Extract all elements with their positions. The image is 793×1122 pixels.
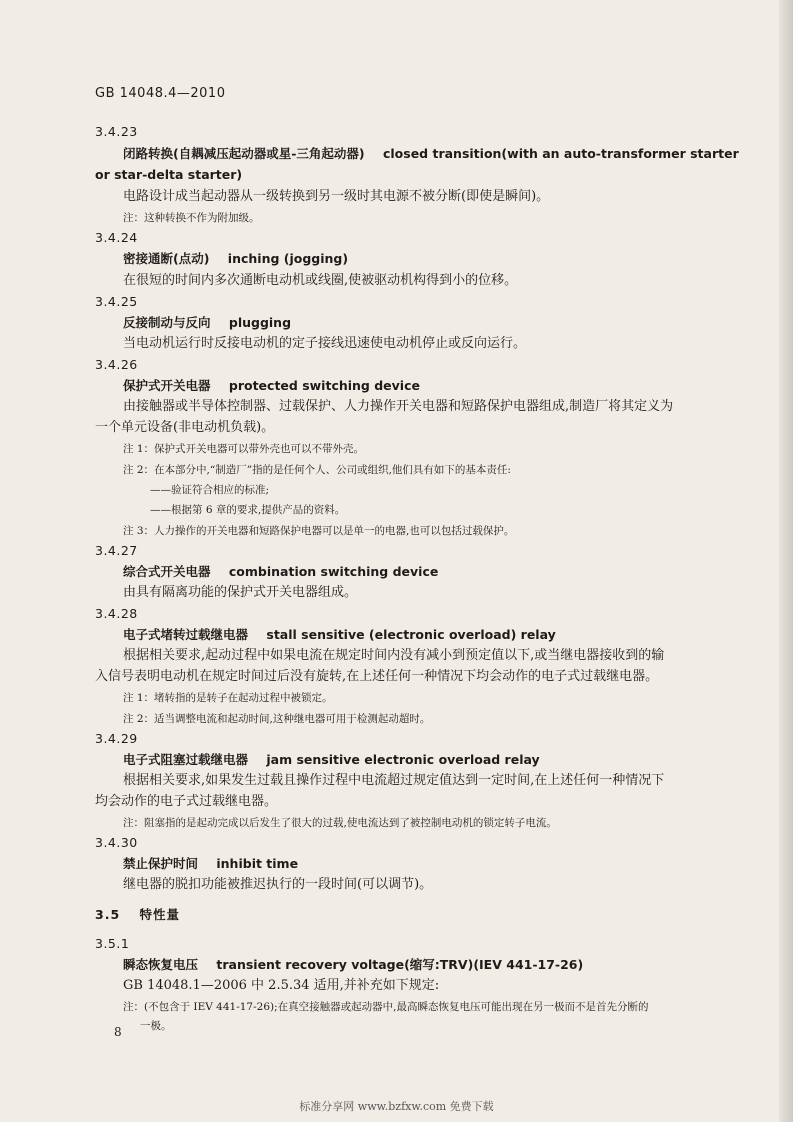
definition-cont: 入信号表明电动机在规定时间过后没有旋转,在上述任何一种情况下均会动作的电子式过载继电器。 (95, 669, 659, 684)
section-heading (95, 907, 180, 923)
term-heading (123, 752, 540, 768)
definition-cont: 均会动作的电子式过载继电器。 (95, 794, 278, 809)
term-zh: 电子式堵转过载继电器 (123, 627, 249, 642)
term-zh: 保护式开关电器 (123, 378, 211, 393)
clause-number: 3.4.28 (95, 606, 138, 621)
note-2: 注 2：在本部分中,“制造厂”指的是任何个人、公司或组织,他们具有如下的基本责任: (123, 464, 511, 476)
clause-number: 3.4.26 (95, 357, 138, 372)
clause-number: 3.4.30 (95, 835, 138, 850)
definition: 电路设计成当起动器从一级转换到另一级时其电源不被分断(即使是瞬间)。 (123, 189, 550, 204)
term-en: inching (jogging) (227, 251, 349, 266)
term-en: plugging (228, 315, 292, 330)
standard-header: GB 14048.4—2010 (95, 86, 226, 101)
section-number: 3.5 (95, 907, 121, 922)
definition: 由具有隔离功能的保护式开关电器组成。 (123, 585, 358, 600)
term-zh: 瞬态恢复电压 (123, 957, 199, 972)
clause-number: 3.5.1 (95, 936, 130, 951)
term-zh: 密接通断(点动) (123, 251, 210, 266)
note: 注：(不包含于 IEV 441-17-26);在真空接触器或起动器中,最高瞬态恢复电压可能出现在另一极而不是首先分断的 (123, 1001, 649, 1013)
section-title: 特性量 (139, 907, 181, 922)
term-en: inhibit time (216, 856, 299, 871)
note-1: 注 1：保护式开关电器可以带外壳也可以不带外壳。 (123, 443, 365, 455)
definition: 在很短的时间内多次通断电动机或线圈,使被驱动机构得到小的位移。 (123, 273, 518, 288)
term-zh: 闭路转换(自耦减压起动器或星-三角起动器) (123, 146, 365, 161)
definition-cont: 一个单元设备(非电动机负载)。 (95, 420, 275, 435)
term-heading (123, 315, 291, 331)
clause-number: 3.4.27 (95, 543, 138, 558)
term-en-cont: or star-delta starter) (95, 167, 243, 182)
page-number: 8 (114, 1025, 122, 1039)
clause-number: 3.4.25 (95, 294, 138, 309)
definition: 根据相关要求,如果发生过载且操作过程中电流超过规定值达到一定时间,在上述任何一种情况下 (123, 773, 665, 788)
term-en: protected switching device (228, 378, 420, 393)
term-heading (123, 378, 420, 394)
note-1: 注 1：堵转指的是转子在起动过程中被锁定。 (123, 692, 333, 704)
term-zh: 禁止保护时间 (123, 856, 199, 871)
term-heading (123, 627, 556, 643)
term-en: stall sensitive (electronic overload) relay (266, 627, 556, 642)
clause-number: 3.4.23 (95, 124, 138, 139)
term-heading (123, 957, 583, 973)
clause-number: 3.4.24 (95, 230, 138, 245)
note: 注：这种转换不作为附加级。 (123, 212, 260, 224)
footer-watermark: 标准分享网 www.bzfxw.com 免费下载 (299, 1100, 494, 1113)
term-en: jam sensitive electronic overload relay (266, 752, 540, 767)
note: 注：阻塞指的是起动完成以后发生了很大的过载,使电流达到了被控制电动机的锁定转子电流。 (123, 817, 557, 829)
term-zh: 电子式阻塞过载继电器 (123, 752, 249, 767)
definition: GB 14048.1—2006 中 2.5.34 适用,并补充如下规定: (123, 978, 440, 993)
note-2-item: ——根据第 6 章的要求,提供产品的资料。 (150, 504, 346, 516)
term-en: combination switching device (228, 564, 439, 579)
definition: 根据相关要求,起动过程中如果电流在规定时间内没有减小到预定值以下,或当继电器接收到的输 (123, 648, 665, 663)
term-en: transient recovery voltage(缩写:TRV)(IEV 441-17-26) (216, 957, 584, 972)
term-heading (123, 146, 739, 162)
term-zh: 反接制动与反向 (123, 315, 211, 330)
term-heading (123, 251, 348, 267)
term-zh: 综合式开关电器 (123, 564, 211, 579)
definition: 当电动机运行时反接电动机的定子接线迅速使电动机停止或反向运行。 (123, 336, 527, 351)
definition: 继电器的脱扣功能被推迟执行的一段时间(可以调节)。 (123, 877, 433, 892)
note-2-item: ——验证符合相应的标准; (150, 484, 270, 496)
term-heading (123, 564, 438, 580)
definition: 由接触器或半导体控制器、过载保护、人力操作开关电器和短路保护电器组成,制造厂将其定义为 (123, 399, 674, 414)
note-2: 注 2：适当调整电流和起动时间,这种继电器可用于检测起动超时。 (123, 713, 431, 725)
term-en: closed transition(with an auto-transformer starter (382, 146, 739, 161)
page-edge-shadow (779, 0, 793, 1122)
note-3: 注 3：人力操作的开关电器和短路保护电器可以是单一的电器,也可以包括过载保护。 (123, 525, 515, 537)
term-heading (123, 856, 298, 872)
clause-number: 3.4.29 (95, 731, 138, 746)
note-cont: 一极。 (140, 1020, 172, 1032)
